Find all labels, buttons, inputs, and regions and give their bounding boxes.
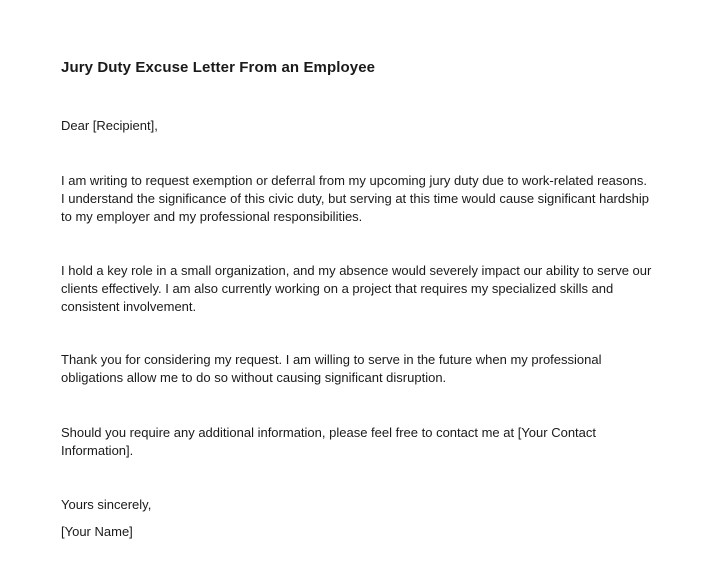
paragraph-1 [61,172,681,226]
paragraph-line: I am writing to request exemption or deferral from my upcoming jury duty due to work-related reasons. [61,173,647,188]
salutation: Dear [Recipient], [61,118,158,133]
closing: Yours sincerely, [61,497,152,512]
paragraph-line: Should you require any additional information, please feel free to contact me at [Your Contact [61,425,597,440]
paragraph-line: Thank you for considering my request. I am willing to serve in the future when my professional [61,352,602,367]
paragraph-4 [61,424,681,460]
paragraph-3 [61,351,681,387]
paragraph-line: clients effectively. I am also currently working on a project that requires my specialized skills and [61,281,614,296]
paragraph-line: to my employer and my professional responsibilities. [61,209,363,224]
paragraph-line: I understand the significance of this civic duty, but serving at this time would cause significant hardship [61,191,649,206]
paragraph-line: consistent involvement. [61,299,197,314]
paragraph-line: I hold a key role in a small organization, and my absence would severely impact our ability to serve our [61,263,652,278]
paragraph-line: Information]. [61,443,134,458]
paragraph-2 [61,262,681,316]
signature: [Your Name] [61,524,133,539]
paragraph-line: obligations allow me to do so without causing significant disruption. [61,370,447,385]
letter-title: Jury Duty Excuse Letter From an Employee [61,59,376,76]
